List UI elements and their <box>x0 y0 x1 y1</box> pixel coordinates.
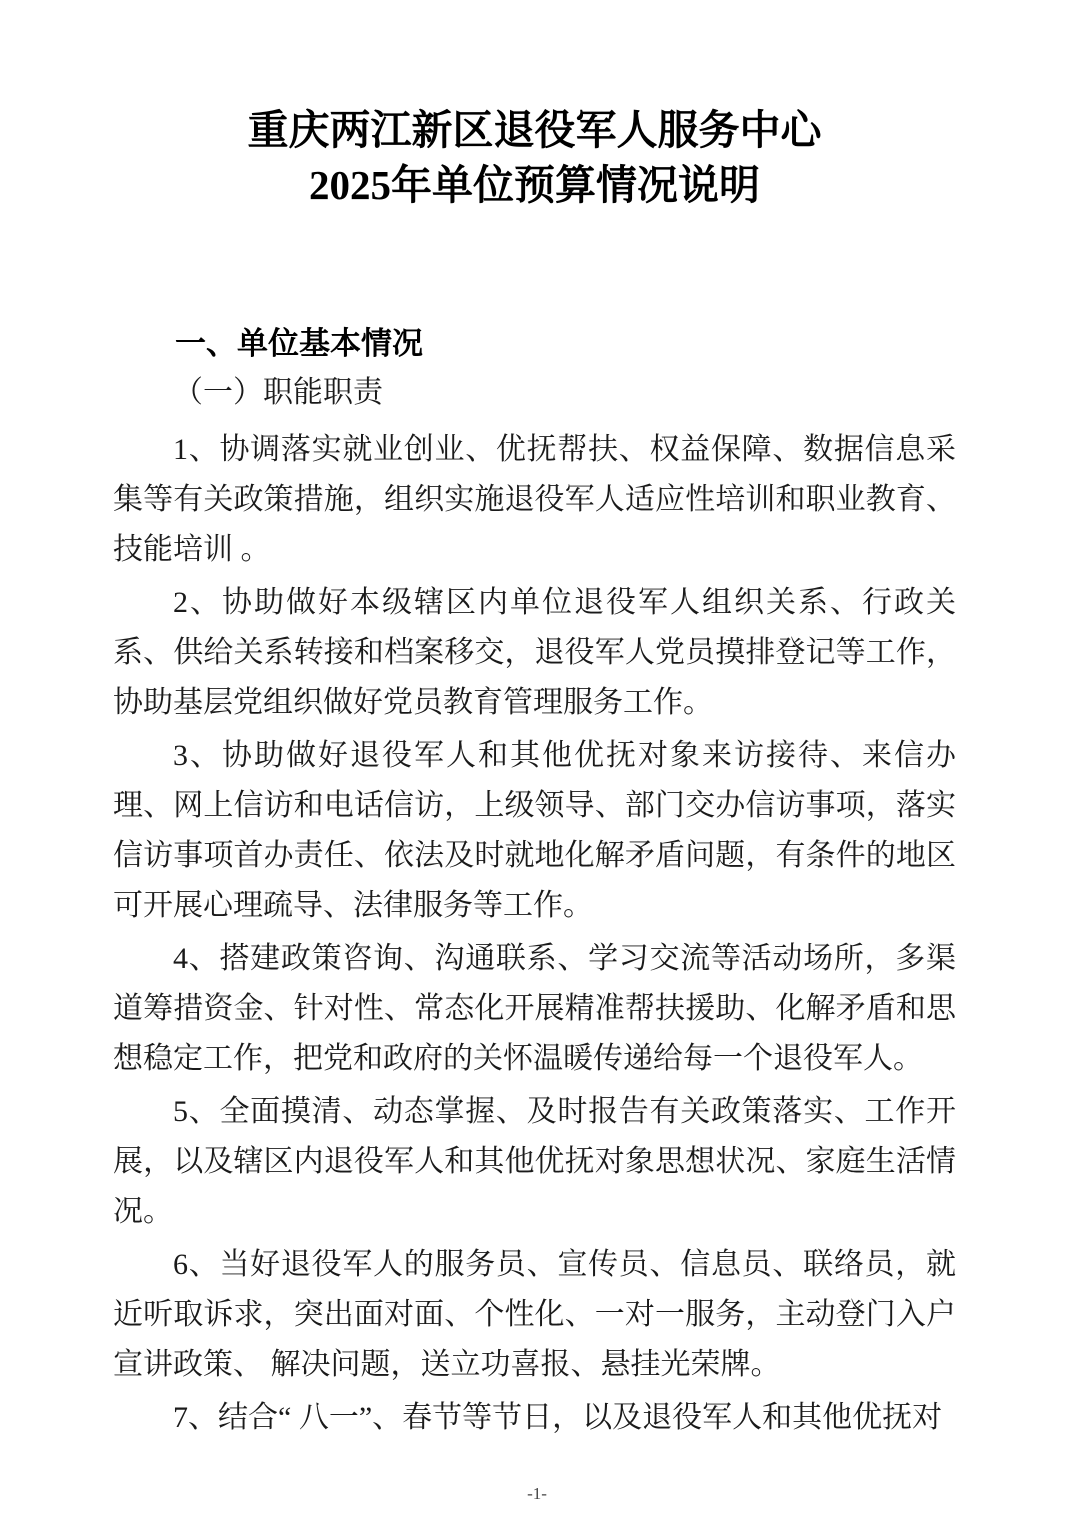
paragraph-7: 7、结合“ 八一”、春节等节日，以及退役军人和其他优抚对 <box>173 1401 943 1434</box>
paragraph-5: 5、全面摸清、动态掌握、及时报告有关政策落实、工作开展，以及辖区内退役军人和其他优抚对象思想状况、家庭生活情况。 <box>113 1095 956 1228</box>
document-title-line-2: 2025年单位预算情况说明 <box>309 162 760 208</box>
document-title-line-1: 重庆两江新区退役军人服务中心 <box>247 107 822 153</box>
body-text <box>113 425 956 1443</box>
paragraph-6: 6、当好退役军人的服务员、宣传员、信息员、联络员，就近听取诉求，突出面对面、个性化、一对一服务，主动登门入户宣讲政策、 解决问题，送立功喜报、悬挂光荣牌。 <box>113 1248 956 1381</box>
paragraph-2: 2、协助做好本级辖区内单位退役军人组织关系、行政关系、供给关系转接和档案移交，退役军人党员摸排登记等工作，协助基层党组织做好党员教育管理服务工作。 <box>113 586 956 719</box>
subsection-heading-functions-duties: （一）职能职责 <box>173 376 383 409</box>
page-number: -1- <box>527 1484 547 1503</box>
paragraph-3: 3、协助做好退役军人和其他优抚对象来访接待、来信办理、网上信访和电话信访，上级领导、部门交办信访事项，落实信访事项首办责任、依法及时就地化解矛盾问题，有条件的地区可开展心理疏导、法律服务等工作。 <box>113 739 956 922</box>
document-title <box>113 103 956 213</box>
paragraph-4: 4、搭建政策咨询、沟通联系、学习交流等活动场所，多渠道筹措资金、针对性、常态化开展精准帮扶援助、化解矛盾和思想稳定工作，把党和政府的关怀温暖传递给每一个退役军人。 <box>113 942 956 1075</box>
section-heading-unit-basic-info: 一、单位基本情况 <box>175 326 423 361</box>
paragraph-1: 1、协调落实就业创业、优抚帮扶、权益保障、数据信息采集等有关政策措施，组织实施退役军人适应性培训和职业教育、技能培训 。 <box>113 433 956 566</box>
